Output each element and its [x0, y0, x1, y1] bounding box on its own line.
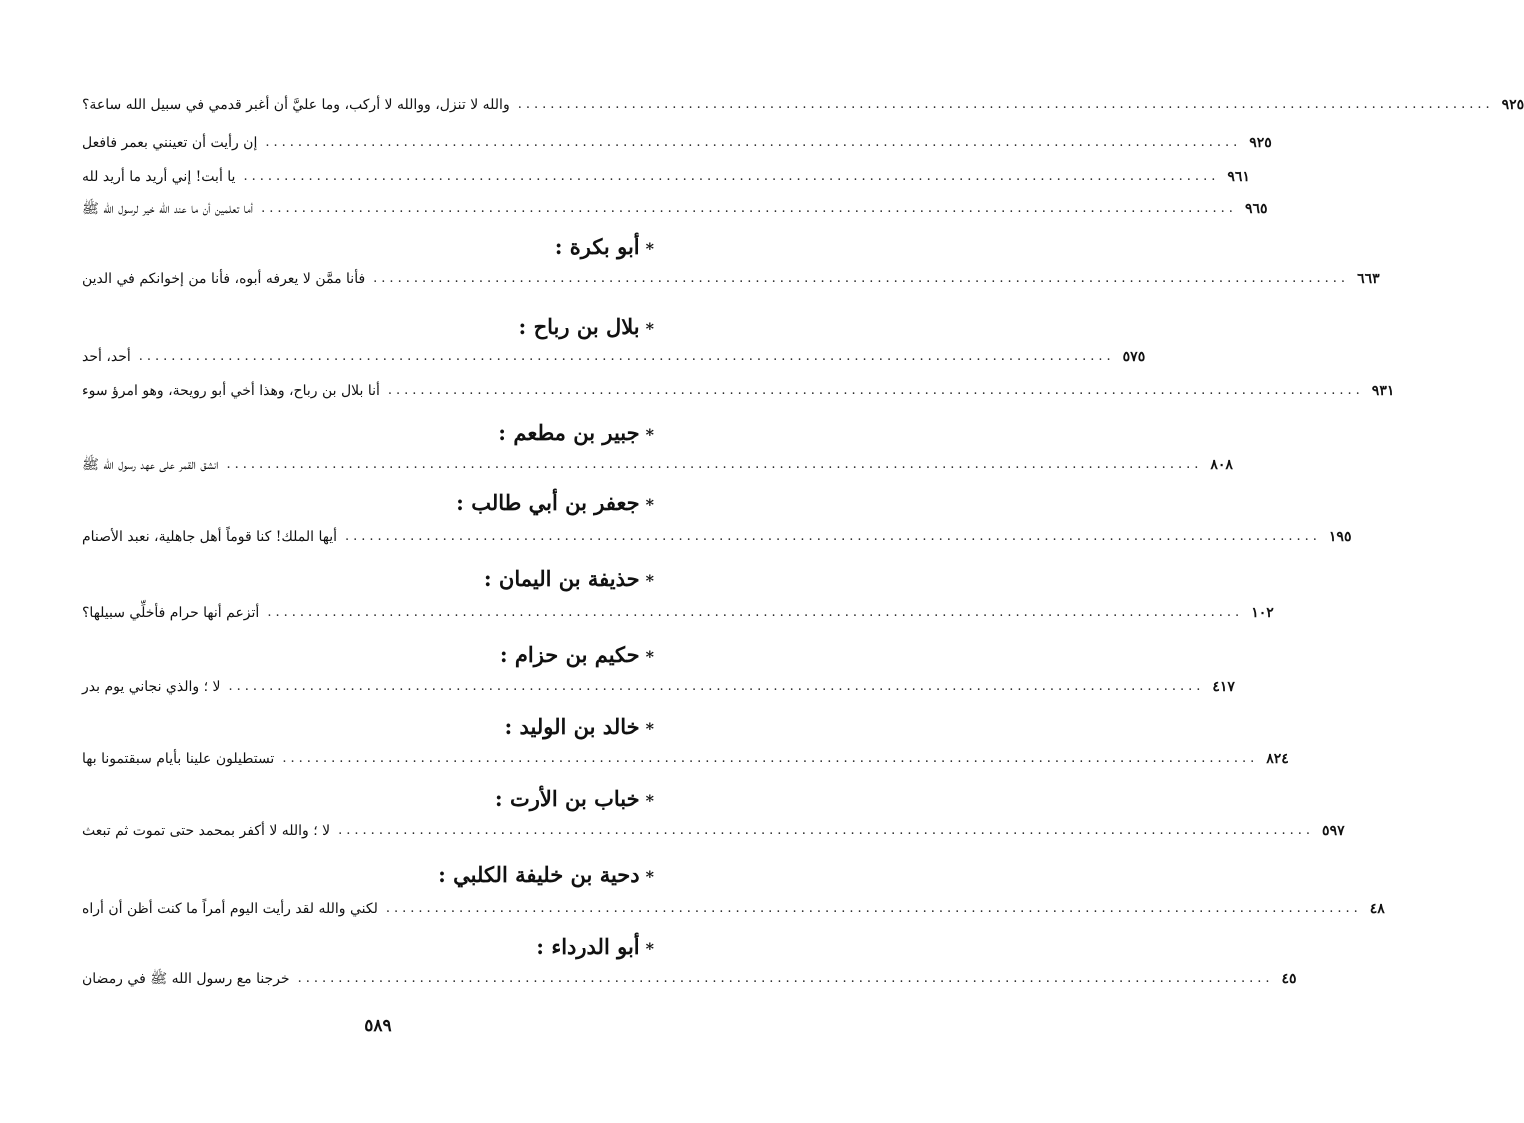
leader-dots: ........................................................................................................................: [385, 901, 1362, 916]
section-name: جبير بن مطعم :: [498, 420, 640, 445]
section-heading: [495, 786, 654, 814]
leader-dots: ........................................................................................................................: [373, 271, 1350, 286]
entry-page-number: ٩٦١: [1227, 169, 1250, 185]
entry-quote: انشق القمر على عهد رسول الله ﷺ: [82, 457, 219, 473]
star-icon: *: [645, 571, 654, 590]
section-name: خالد بن الوليد :: [504, 714, 640, 739]
leader-dots: ........................................................................................................................: [267, 605, 1244, 620]
index-entry: [82, 528, 1352, 546]
section-name: أبو بكرة :: [554, 234, 640, 259]
entry-quote: لا ؛ والذي نجاني يوم بدر: [82, 679, 221, 695]
leader-dots: ........................................................................................................................: [261, 201, 1237, 216]
entry-quote: يا أبت! إني أريد ما أريد لله: [82, 169, 236, 185]
index-entry: [82, 382, 1395, 400]
entry-quote: خرجنا مع رسول الله ﷺ في رمضان: [82, 971, 290, 987]
index-entry: [82, 970, 1297, 988]
section-heading: [498, 420, 654, 448]
leader-dots: ........................................................................................................................: [265, 135, 1242, 150]
leader-dots: ........................................................................................................................: [282, 751, 1259, 766]
leader-dots: ........................................................................................................................: [297, 971, 1274, 986]
section-heading: [536, 934, 654, 962]
entry-quote: لا ؛ والله لا أكفر بمحمد حتى تموت ثم تبعث: [82, 823, 331, 839]
section-name: بلال بن رباح :: [518, 314, 640, 339]
entry-page-number: ١٠٢: [1251, 605, 1274, 621]
section-name: خباب بن الأرت :: [494, 786, 640, 811]
index-entry: [82, 750, 1289, 768]
entry-page-number: ٩٣١: [1371, 383, 1395, 399]
index-entry: [82, 168, 1250, 186]
entry-page-number: ٨٠٨: [1210, 457, 1233, 473]
entry-page-number: ١٩٥: [1328, 529, 1352, 545]
section-heading: [504, 714, 654, 742]
leader-dots: ........................................................................................................................: [226, 457, 1203, 472]
entry-page-number: ٤٨: [1369, 901, 1385, 917]
entry-quote: تستطيلون علينا بأيام سبقتمونا بها: [82, 751, 275, 767]
entry-quote: أحد، أحد: [82, 349, 131, 365]
entry-quote: لكني والله لقد رأيت اليوم أمراً ما كنت أظن أن أراه: [82, 901, 378, 917]
entry-quote: إن رأيت أن تعينني بعمر فافعل: [82, 135, 258, 151]
leader-dots: ........................................................................................................................: [228, 679, 1205, 694]
entry-page-number: ٦٦٣: [1357, 271, 1380, 287]
leader-dots: ........................................................................................................................: [138, 349, 1115, 364]
section-heading: [484, 566, 654, 594]
section-heading: [456, 490, 654, 518]
section-name: جعفر بن أبي طالب :: [456, 490, 640, 515]
star-icon: *: [645, 239, 654, 258]
leader-dots: ........................................................................................................................: [345, 529, 1321, 544]
index-entry: [82, 604, 1274, 622]
entry-quote: والله لا تنزل، ووالله لا أركب، وما عليَّ أن أغبر قدمي في سبيل الله ساعة؟: [82, 97, 510, 113]
leader-dots: ........................................................................................................................: [243, 169, 1220, 184]
section-name: حذيفة بن اليمان :: [483, 566, 640, 591]
entry-page-number: ٤٥: [1281, 971, 1297, 987]
leader-dots: ........................................................................................................................: [387, 383, 1364, 398]
index-entry: [82, 270, 1380, 288]
entry-quote: أما تعلمين أن ما عند الله خير لرسول الله ﷺ: [82, 201, 254, 217]
star-icon: *: [645, 791, 654, 810]
star-icon: *: [645, 719, 654, 738]
entry-page-number: ٥٧٥: [1122, 349, 1146, 365]
section-heading: [438, 862, 654, 890]
section-name: دحية بن خليفة الكلبي :: [438, 862, 640, 887]
entry-quote: فأنا ممَّن لا يعرفه أبوه، فأنا من إخوانكم في الدين: [82, 271, 366, 287]
section-name: أبو الدرداء :: [536, 934, 640, 959]
entry-page-number: ٥٩٧: [1322, 823, 1345, 839]
index-entry: [82, 678, 1235, 696]
leader-dots: ........................................................................................................................: [517, 97, 1494, 112]
entry-page-number: ٤١٧: [1212, 679, 1235, 695]
entry-quote: أنا بلال بن رباح، وهذا أخي أبو رويحة، وهو امرؤ سوء: [82, 383, 380, 399]
leader-dots: ........................................................................................................................: [338, 823, 1315, 838]
entry-page-number: ٨٢٤: [1266, 751, 1289, 767]
entry-page-number: ٩٦٥: [1244, 201, 1268, 217]
page-number: ٥٨٩: [364, 1016, 392, 1036]
entry-quote: أيها الملك! كنا قوماً أهل جاهلية، نعبد الأصنام: [82, 529, 338, 545]
section-heading: [519, 314, 654, 342]
star-icon: *: [645, 939, 654, 958]
index-entry: [82, 200, 1268, 218]
star-icon: *: [645, 319, 654, 338]
section-heading: [500, 642, 654, 670]
section-name: حكيم بن حزام :: [499, 642, 640, 667]
star-icon: *: [645, 647, 654, 666]
entry-quote: أتزعم أنها حرام فأخلِّي سبيلها؟: [82, 605, 260, 621]
entry-page-number: ٩٢٥: [1501, 97, 1524, 113]
index-entry: [82, 822, 1345, 840]
index-entry: [82, 348, 1146, 366]
index-entry: [82, 900, 1385, 918]
entry-page-number: ٩٢٥: [1249, 135, 1272, 151]
star-icon: *: [645, 867, 654, 886]
index-entry: [82, 456, 1233, 474]
star-icon: *: [645, 425, 654, 444]
index-entry: [82, 134, 1272, 152]
index-entry: [82, 96, 1524, 114]
section-heading: [555, 234, 654, 262]
star-icon: *: [645, 495, 654, 514]
